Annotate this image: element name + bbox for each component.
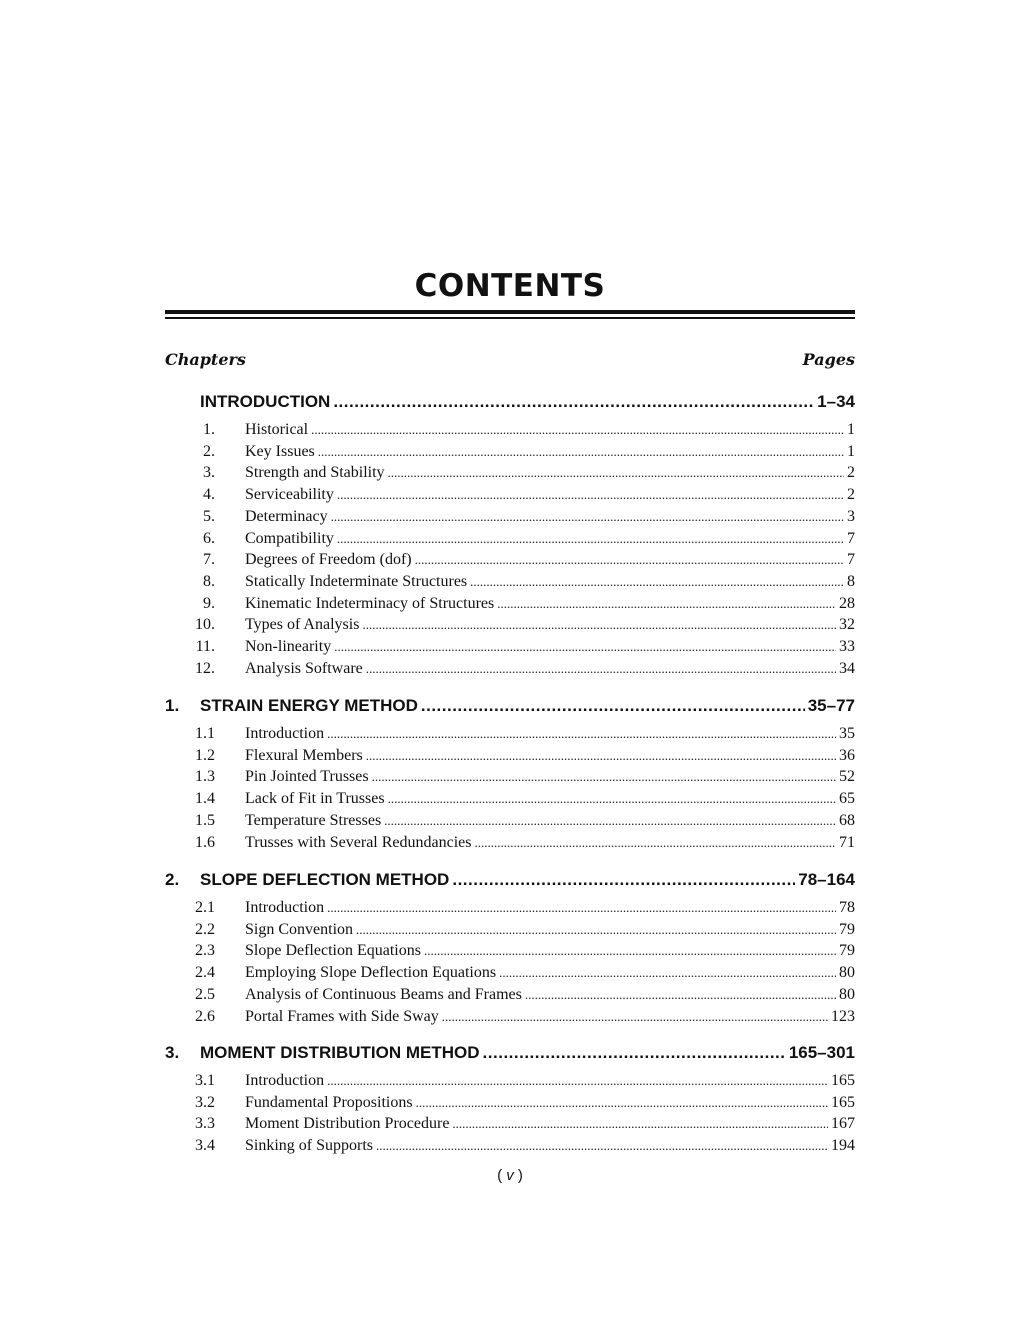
entry-title: Introduction	[245, 1072, 325, 1089]
dot-leader	[334, 639, 836, 655]
toc-entry	[165, 421, 855, 442]
entry-page: 68	[839, 811, 855, 829]
entry-page: 71	[839, 833, 855, 851]
entry-page: 1	[847, 421, 855, 438]
chapter-row	[165, 696, 855, 718]
dot-leader	[366, 661, 836, 677]
chapter-row	[165, 1043, 855, 1065]
pages-column-header: Pages	[802, 350, 855, 369]
entry-number: 7.	[203, 551, 215, 569]
chapter-title: MOMENT DISTRIBUTION METHOD	[200, 1043, 480, 1062]
entry-number: 1.4	[195, 790, 215, 808]
entry-number: 1.2	[195, 746, 215, 764]
entry-title: Serviceability	[245, 486, 334, 504]
entry-number: 1.5	[195, 811, 215, 829]
dot-leader	[376, 1138, 828, 1154]
dot-leader	[372, 769, 836, 785]
chapter-number: 2.	[165, 870, 180, 889]
dot-leader	[327, 726, 836, 742]
entry-page: 79	[839, 942, 855, 960]
title-rule-thick	[165, 310, 855, 314]
entry-title: Analysis of Continuous Beams and Frames	[245, 985, 522, 1003]
toc-entry	[165, 921, 855, 942]
toc-entry	[165, 573, 855, 594]
entry-page: 65	[839, 790, 855, 808]
dot-leader	[327, 900, 836, 916]
entry-number: 3.	[203, 464, 215, 482]
toc-entry	[165, 964, 855, 985]
toc-entry	[165, 464, 855, 485]
dot-leader	[499, 965, 836, 981]
entry-title: Historical	[245, 421, 309, 438]
chapter-pages: 165–301	[788, 1043, 855, 1062]
entry-title: Statically Indeterminate Structures	[245, 572, 468, 590]
entry-page: 52	[839, 768, 855, 786]
toc-entry	[165, 834, 855, 855]
chapter-pages: 1–34	[817, 392, 855, 411]
toc-entry	[165, 508, 855, 529]
dot-leader	[327, 1073, 828, 1089]
entry-page: 3	[847, 507, 855, 525]
entry-number: 1.	[203, 421, 215, 438]
entry-title: Trusses with Several Redundancies	[245, 833, 472, 851]
dot-leader	[424, 943, 836, 959]
entry-title: Sinking of Supports	[245, 1137, 374, 1155]
entry-page: 35	[839, 725, 855, 742]
chapter-number: 3.	[165, 1043, 180, 1062]
entry-number: 1.3	[195, 768, 215, 786]
dot-leader	[384, 813, 836, 829]
dot-leader	[421, 696, 805, 716]
entry-title: Analysis Software	[245, 659, 363, 677]
toc-entry	[165, 1094, 855, 1115]
toc-entry	[165, 660, 855, 681]
toc-entry	[165, 899, 855, 920]
entry-title: Slope Deflection Equations	[245, 942, 421, 960]
entry-number: 2.5	[195, 985, 215, 1003]
entry-number: 8.	[203, 572, 215, 590]
toc-entry	[165, 1008, 855, 1029]
entry-number: 2.4	[195, 964, 215, 982]
toc-entry	[165, 1137, 855, 1158]
entry-number: 2.3	[195, 942, 215, 960]
dot-leader	[337, 531, 844, 547]
entry-number: 3.3	[195, 1115, 215, 1133]
entry-number: 1.6	[195, 833, 215, 851]
chapter-number: 1.	[165, 696, 180, 715]
entry-title: Non-linearity	[245, 638, 332, 655]
toc-entry	[165, 1115, 855, 1136]
dot-leader	[388, 791, 836, 807]
dot-leader	[388, 465, 844, 481]
toc-entry	[165, 986, 855, 1007]
page-number: ( v )	[497, 1167, 523, 1184]
dot-leader	[337, 487, 844, 503]
entry-page: 33	[839, 638, 855, 655]
toc-entry	[165, 942, 855, 963]
entry-page: 78	[839, 899, 855, 916]
entry-page: 80	[839, 964, 855, 982]
entry-title: Employing Slope Deflection Equations	[245, 964, 497, 982]
entry-title: Moment Distribution Procedure	[245, 1115, 450, 1133]
entry-title: Flexural Members	[245, 746, 363, 764]
dot-leader	[452, 1116, 828, 1132]
chapter-title: STRAIN ENERGY METHOD	[200, 696, 418, 715]
dot-leader	[366, 748, 836, 764]
dot-leader	[318, 444, 844, 460]
entry-page: 167	[831, 1115, 855, 1133]
toc-entry	[165, 1072, 855, 1093]
chapter-pages: 35–77	[807, 696, 855, 715]
dot-leader	[497, 596, 836, 612]
entry-number: 9.	[203, 594, 215, 612]
entry-page: 28	[839, 594, 855, 612]
entry-title: Key Issues	[245, 442, 315, 460]
entry-page: 2	[847, 464, 855, 482]
entry-title: Determinacy	[245, 507, 328, 525]
toc-entry	[165, 443, 855, 464]
entry-title: Portal Frames with Side Sway	[245, 1007, 439, 1025]
entry-page: 7	[847, 551, 855, 569]
entry-page: 1	[847, 442, 855, 460]
entry-number: 10.	[195, 616, 215, 634]
entry-number: 4.	[203, 486, 215, 504]
entry-number: 11.	[195, 638, 215, 655]
entry-title: Compatibility	[245, 529, 334, 547]
chapter-title: SLOPE DEFLECTION METHOD	[200, 870, 450, 889]
dot-leader	[442, 1009, 828, 1025]
page-title: CONTENTS	[414, 268, 606, 304]
toc-entry	[165, 616, 855, 637]
dot-leader	[475, 835, 837, 851]
dot-leader	[415, 552, 844, 568]
chapter-row	[165, 392, 855, 414]
toc-entry	[165, 725, 855, 746]
entry-page: 165	[831, 1093, 855, 1111]
entry-number: 12.	[195, 659, 215, 677]
entry-page: 2	[847, 486, 855, 504]
entry-title: Types of Analysis	[245, 616, 360, 634]
page-number-value: v	[506, 1167, 514, 1184]
dot-leader	[483, 1043, 786, 1063]
entry-page: 32	[839, 616, 855, 634]
dot-leader	[356, 922, 836, 938]
dot-leader	[362, 617, 836, 633]
dot-leader	[416, 1095, 828, 1111]
entry-title: Degrees of Freedom (dof)	[245, 551, 412, 569]
entry-title: Sign Convention	[245, 920, 354, 938]
entry-title: Kinematic Indeterminacy of Structures	[245, 594, 495, 612]
entry-number: 3.4	[195, 1137, 215, 1155]
chapters-column-header: Chapters	[165, 350, 246, 369]
entry-page: 7	[847, 529, 855, 547]
toc-entry	[165, 768, 855, 789]
entry-title: Pin Jointed Trusses	[245, 768, 369, 786]
dot-leader	[331, 509, 844, 525]
entry-page: 123	[831, 1007, 855, 1025]
entry-number: 3.2	[195, 1093, 215, 1111]
entry-title: Introduction	[245, 899, 325, 916]
entry-number: 2.1	[195, 899, 215, 916]
entry-number: 2.	[203, 442, 215, 460]
toc-entry	[165, 551, 855, 572]
dot-leader	[470, 574, 844, 590]
dot-leader	[525, 987, 836, 1003]
entry-title: Introduction	[245, 725, 325, 742]
entry-number: 2.6	[195, 1007, 215, 1025]
dot-leader	[333, 392, 814, 412]
entry-page: 80	[839, 985, 855, 1003]
entry-page: 165	[831, 1072, 855, 1089]
entry-page: 79	[839, 920, 855, 938]
entry-number: 1.1	[195, 725, 215, 742]
entry-page: 194	[831, 1137, 855, 1155]
entry-number: 5.	[203, 507, 215, 525]
entry-title: Lack of Fit in Trusses	[245, 790, 385, 808]
toc-entry	[165, 638, 855, 659]
entry-title: Fundamental Propositions	[245, 1093, 413, 1111]
toc-entry	[165, 812, 855, 833]
entry-page: 36	[839, 746, 855, 764]
chapter-row	[165, 870, 855, 892]
entry-number: 2.2	[195, 920, 215, 938]
toc-entry	[165, 530, 855, 551]
toc-entry	[165, 790, 855, 811]
dot-leader	[452, 870, 795, 890]
entry-number: 6.	[203, 529, 215, 547]
chapter-pages: 78–164	[798, 870, 855, 889]
entry-title: Temperature Stresses	[245, 811, 382, 829]
toc-entry	[165, 595, 855, 616]
entry-number: 3.1	[195, 1072, 215, 1089]
toc-entry	[165, 486, 855, 507]
title-rule-thin	[165, 317, 855, 319]
entry-page: 34	[839, 659, 855, 677]
entry-page: 8	[847, 572, 855, 590]
entry-title: Strength and Stability	[245, 464, 385, 482]
chapter-title: INTRODUCTION	[200, 392, 331, 411]
dot-leader	[311, 422, 844, 438]
toc-entry	[165, 747, 855, 768]
